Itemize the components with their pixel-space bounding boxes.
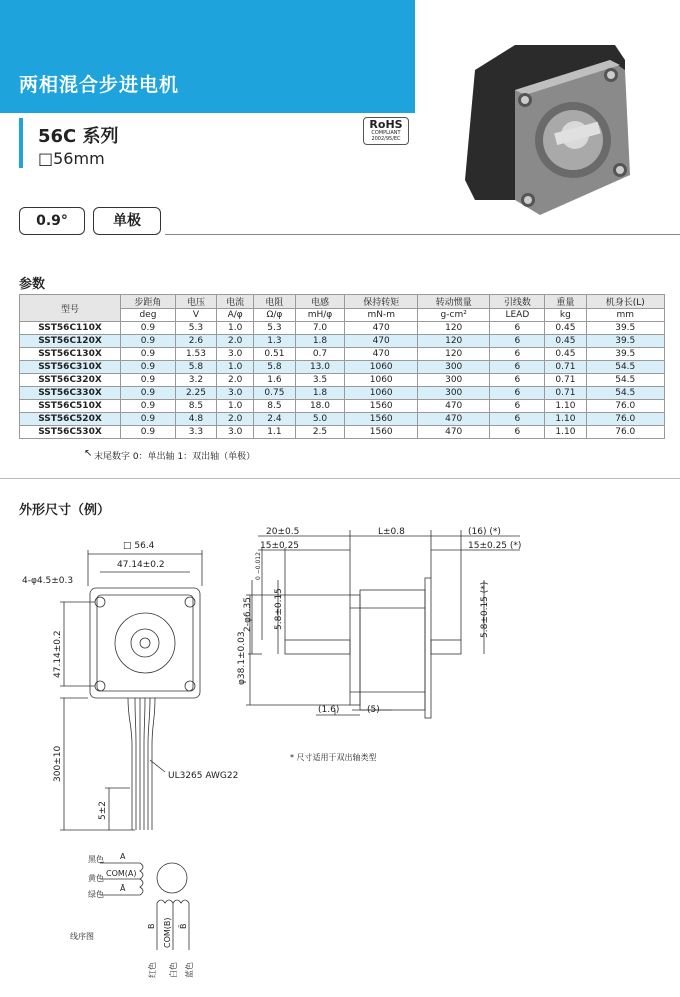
value-cell: 2.5 bbox=[295, 426, 345, 439]
value-cell: 3.2 bbox=[175, 374, 216, 387]
value-cell: 0.71 bbox=[545, 387, 586, 400]
value-cell: 300 bbox=[417, 387, 489, 400]
model-cell: SST56C310X bbox=[20, 361, 121, 374]
dimension-drawing bbox=[0, 520, 680, 997]
value-cell: 6 bbox=[490, 400, 545, 413]
dim-rear-flat-depth: 5.8±0.15 (*) bbox=[480, 581, 490, 638]
wire-blue: 蓝色 bbox=[185, 962, 194, 978]
winding-type-tag: 单极 bbox=[93, 207, 161, 235]
value-cell: 1.10 bbox=[545, 400, 586, 413]
value-cell: 18.0 bbox=[295, 400, 345, 413]
value-cell: 39.5 bbox=[586, 322, 665, 335]
wiring-title: 线序图 bbox=[70, 932, 94, 941]
value-cell: 6 bbox=[490, 374, 545, 387]
dim-rear-shaft: (16) (*) bbox=[468, 527, 501, 537]
value-cell: 2.0 bbox=[217, 335, 254, 348]
table-row bbox=[20, 413, 665, 426]
dim-pilot: φ38.1±0.03 bbox=[237, 631, 247, 685]
value-cell: 1.0 bbox=[217, 400, 254, 413]
table-row bbox=[20, 335, 665, 348]
dim-shaft-len: 20±0.5 bbox=[266, 527, 300, 537]
value-cell: 0.51 bbox=[254, 348, 295, 361]
value-cell: 6 bbox=[490, 361, 545, 374]
value-cell: 470 bbox=[417, 426, 489, 439]
value-cell: 470 bbox=[345, 322, 417, 335]
value-cell: 1.1 bbox=[254, 426, 295, 439]
col-leads: 引线数 bbox=[490, 295, 545, 309]
dim-rear-flat: 15±0.25 (*) bbox=[468, 541, 522, 551]
cable-spec: UL3265 AWG22 bbox=[168, 771, 239, 781]
value-cell: 6 bbox=[490, 387, 545, 400]
value-cell: 0.45 bbox=[545, 348, 586, 361]
value-cell: 1560 bbox=[345, 400, 417, 413]
value-cell: 0.9 bbox=[121, 348, 176, 361]
spec-table bbox=[19, 294, 665, 439]
value-cell: 5.3 bbox=[254, 322, 295, 335]
value-cell: 120 bbox=[417, 348, 489, 361]
dim-flange-thk: (1.6) bbox=[318, 705, 340, 715]
dim-shaft-dia: 2-φ6.35 bbox=[243, 597, 253, 632]
value-cell: 1560 bbox=[345, 413, 417, 426]
value-cell: 0.9 bbox=[121, 322, 176, 335]
wire-a-bar: Ā bbox=[120, 884, 126, 893]
value-cell: 5.8 bbox=[254, 361, 295, 374]
value-cell: 2.4 bbox=[254, 413, 295, 426]
value-cell: 3.3 bbox=[175, 426, 216, 439]
value-cell: 6 bbox=[490, 426, 545, 439]
value-cell: 1560 bbox=[345, 426, 417, 439]
dim-hole-pitch: 47.14±0.2 bbox=[117, 560, 165, 570]
rohs-line1: COMPLIANT bbox=[371, 130, 401, 136]
model-cell: SST56C130X bbox=[20, 348, 121, 361]
dim-body-length: L±0.8 bbox=[378, 527, 405, 537]
dim-shaft-flat: 15±0.25 bbox=[260, 541, 300, 551]
value-cell: 0.45 bbox=[545, 335, 586, 348]
wire-red: 红色 bbox=[148, 962, 157, 978]
col-current: 电流 bbox=[217, 295, 254, 309]
value-cell: 5.0 bbox=[295, 413, 345, 426]
value-cell: 76.0 bbox=[586, 400, 665, 413]
value-cell: 1.8 bbox=[295, 335, 345, 348]
value-cell: 300 bbox=[417, 374, 489, 387]
value-cell: 1.0 bbox=[217, 322, 254, 335]
table-header-row bbox=[20, 295, 665, 309]
wire-b: B bbox=[147, 923, 156, 929]
value-cell: 3.0 bbox=[217, 348, 254, 361]
rohs-badge bbox=[363, 117, 409, 145]
dim-strip: 5±2 bbox=[98, 801, 108, 820]
value-cell: 3.0 bbox=[217, 426, 254, 439]
value-cell: 6 bbox=[490, 322, 545, 335]
value-cell: 8.5 bbox=[254, 400, 295, 413]
wire-b-bar: B̄ bbox=[179, 923, 188, 929]
value-cell: 1060 bbox=[345, 387, 417, 400]
unit-cell: kg bbox=[545, 309, 586, 322]
value-cell: 1.3 bbox=[254, 335, 295, 348]
col-model: 型号 bbox=[20, 295, 121, 322]
params-title: 参数 bbox=[19, 277, 46, 292]
value-cell: 470 bbox=[345, 348, 417, 361]
front-flange bbox=[90, 588, 200, 698]
value-cell: 0.71 bbox=[545, 374, 586, 387]
rohs-label: RoHS bbox=[369, 118, 403, 131]
model-cell: SST56C510X bbox=[20, 400, 121, 413]
value-cell: 39.5 bbox=[586, 335, 665, 348]
value-cell: 300 bbox=[417, 361, 489, 374]
value-cell: 0.9 bbox=[121, 413, 176, 426]
value-cell: 1.6 bbox=[254, 374, 295, 387]
unit-cell: g-cm² bbox=[417, 309, 489, 322]
dimensions-title: 外形尺寸（例） bbox=[19, 503, 111, 518]
value-cell: 54.5 bbox=[586, 387, 665, 400]
wire-black: 黑色 bbox=[88, 855, 104, 864]
dim-square: □ 56.4 bbox=[123, 541, 155, 551]
value-cell: 470 bbox=[345, 335, 417, 348]
value-cell: 1.8 bbox=[295, 387, 345, 400]
value-cell: 4.8 bbox=[175, 413, 216, 426]
value-cell: 5.3 bbox=[175, 322, 216, 335]
unit-cell: V bbox=[175, 309, 216, 322]
table-row bbox=[20, 348, 665, 361]
table-row bbox=[20, 387, 665, 400]
value-cell: 120 bbox=[417, 335, 489, 348]
model-cell: SST56C110X bbox=[20, 322, 121, 335]
value-cell: 7.0 bbox=[295, 322, 345, 335]
value-cell: 0.9 bbox=[121, 400, 176, 413]
value-cell: 470 bbox=[417, 413, 489, 426]
note-arrow-icon: ↖ bbox=[84, 448, 93, 459]
unit-cell: Ω/φ bbox=[254, 309, 295, 322]
table-row bbox=[20, 400, 665, 413]
value-cell: 39.5 bbox=[586, 348, 665, 361]
model-note: 末尾数字 0：单出轴 1：双出轴（单极） bbox=[94, 452, 256, 462]
value-cell: 6 bbox=[490, 413, 545, 426]
value-cell: 0.9 bbox=[121, 361, 176, 374]
col-torque: 保持转矩 bbox=[345, 295, 417, 309]
value-cell: 0.9 bbox=[121, 387, 176, 400]
value-cell: 6 bbox=[490, 348, 545, 361]
step-angle-tag: 0.9° bbox=[19, 207, 85, 235]
wire-yellow: 黄色 bbox=[88, 874, 104, 883]
value-cell: 0.71 bbox=[545, 361, 586, 374]
table-row bbox=[20, 322, 665, 335]
value-cell: 1.10 bbox=[545, 413, 586, 426]
value-cell: 3.5 bbox=[295, 374, 345, 387]
frame-size: □56mm bbox=[38, 149, 105, 168]
value-cell: 1.10 bbox=[545, 426, 586, 439]
value-cell: 13.0 bbox=[295, 361, 345, 374]
table-row bbox=[20, 426, 665, 439]
dim-shaft-tol: 0 −0.012 bbox=[255, 552, 262, 580]
value-cell: 8.5 bbox=[175, 400, 216, 413]
side-note: * 尺寸适用于双出轴类型 bbox=[290, 753, 377, 762]
rohs-line2: 2002/95/EC bbox=[371, 136, 401, 142]
divider bbox=[165, 234, 680, 235]
table-row bbox=[20, 361, 665, 374]
value-cell: 54.5 bbox=[586, 361, 665, 374]
value-cell: 0.9 bbox=[121, 426, 176, 439]
wire-com-b: COM(B) bbox=[163, 917, 172, 948]
model-cell: SST56C320X bbox=[20, 374, 121, 387]
value-cell: 2.6 bbox=[175, 335, 216, 348]
model-cell: SST56C530X bbox=[20, 426, 121, 439]
col-weight: 重量 bbox=[545, 295, 586, 309]
wire-com-a: COM(A) bbox=[106, 869, 137, 878]
value-cell: 76.0 bbox=[586, 413, 665, 426]
value-cell: 76.0 bbox=[586, 426, 665, 439]
value-cell: 120 bbox=[417, 322, 489, 335]
table-row bbox=[20, 374, 665, 387]
unit-cell: A/φ bbox=[217, 309, 254, 322]
col-step: 步距角 bbox=[121, 295, 176, 309]
col-resistance: 电阻 bbox=[254, 295, 295, 309]
col-inductance: 电感 bbox=[295, 295, 345, 309]
value-cell: 54.5 bbox=[586, 374, 665, 387]
value-cell: 1060 bbox=[345, 374, 417, 387]
value-cell: 1060 bbox=[345, 361, 417, 374]
series-name: 56C 系列 bbox=[38, 126, 119, 147]
value-cell: 0.9 bbox=[121, 374, 176, 387]
value-cell: 2.25 bbox=[175, 387, 216, 400]
value-cell: 1.0 bbox=[217, 361, 254, 374]
unit-cell: mH/φ bbox=[295, 309, 345, 322]
value-cell: 0.9 bbox=[121, 335, 176, 348]
model-cell: SST56C520X bbox=[20, 413, 121, 426]
wire-green: 绿色 bbox=[88, 890, 104, 899]
wire-white: 白色 bbox=[169, 962, 178, 978]
col-inertia: 转动惯量 bbox=[417, 295, 489, 309]
page-title: 两相混合步进电机 bbox=[19, 74, 180, 96]
dim-pilot-depth: (5) bbox=[367, 705, 380, 715]
value-cell: 1.53 bbox=[175, 348, 216, 361]
model-cell: SST56C120X bbox=[20, 335, 121, 348]
value-cell: 6 bbox=[490, 335, 545, 348]
value-cell: 3.0 bbox=[217, 387, 254, 400]
divider bbox=[0, 478, 680, 479]
series-accent-bar bbox=[19, 118, 23, 168]
dim-hole-pitch-v: 47.14±0.2 bbox=[53, 630, 63, 678]
unit-cell: mm bbox=[586, 309, 665, 322]
col-length: 机身长(L) bbox=[586, 295, 665, 309]
unit-cell: mN-m bbox=[345, 309, 417, 322]
wire-a: A bbox=[120, 852, 126, 861]
col-voltage: 电压 bbox=[175, 295, 216, 309]
value-cell: 0.75 bbox=[254, 387, 295, 400]
value-cell: 2.0 bbox=[217, 413, 254, 426]
dim-holes: 4-φ4.5±0.3 bbox=[22, 576, 74, 586]
dim-flat-depth: 5.8±0.15 bbox=[274, 588, 284, 630]
value-cell: 0.7 bbox=[295, 348, 345, 361]
motor-photo bbox=[415, 0, 680, 230]
value-cell: 5.8 bbox=[175, 361, 216, 374]
dim-cable-length: 300±10 bbox=[53, 745, 63, 782]
value-cell: 0.45 bbox=[545, 322, 586, 335]
unit-cell: LEAD bbox=[490, 309, 545, 322]
value-cell: 470 bbox=[417, 400, 489, 413]
model-cell: SST56C330X bbox=[20, 387, 121, 400]
value-cell: 2.0 bbox=[217, 374, 254, 387]
unit-cell: deg bbox=[121, 309, 176, 322]
